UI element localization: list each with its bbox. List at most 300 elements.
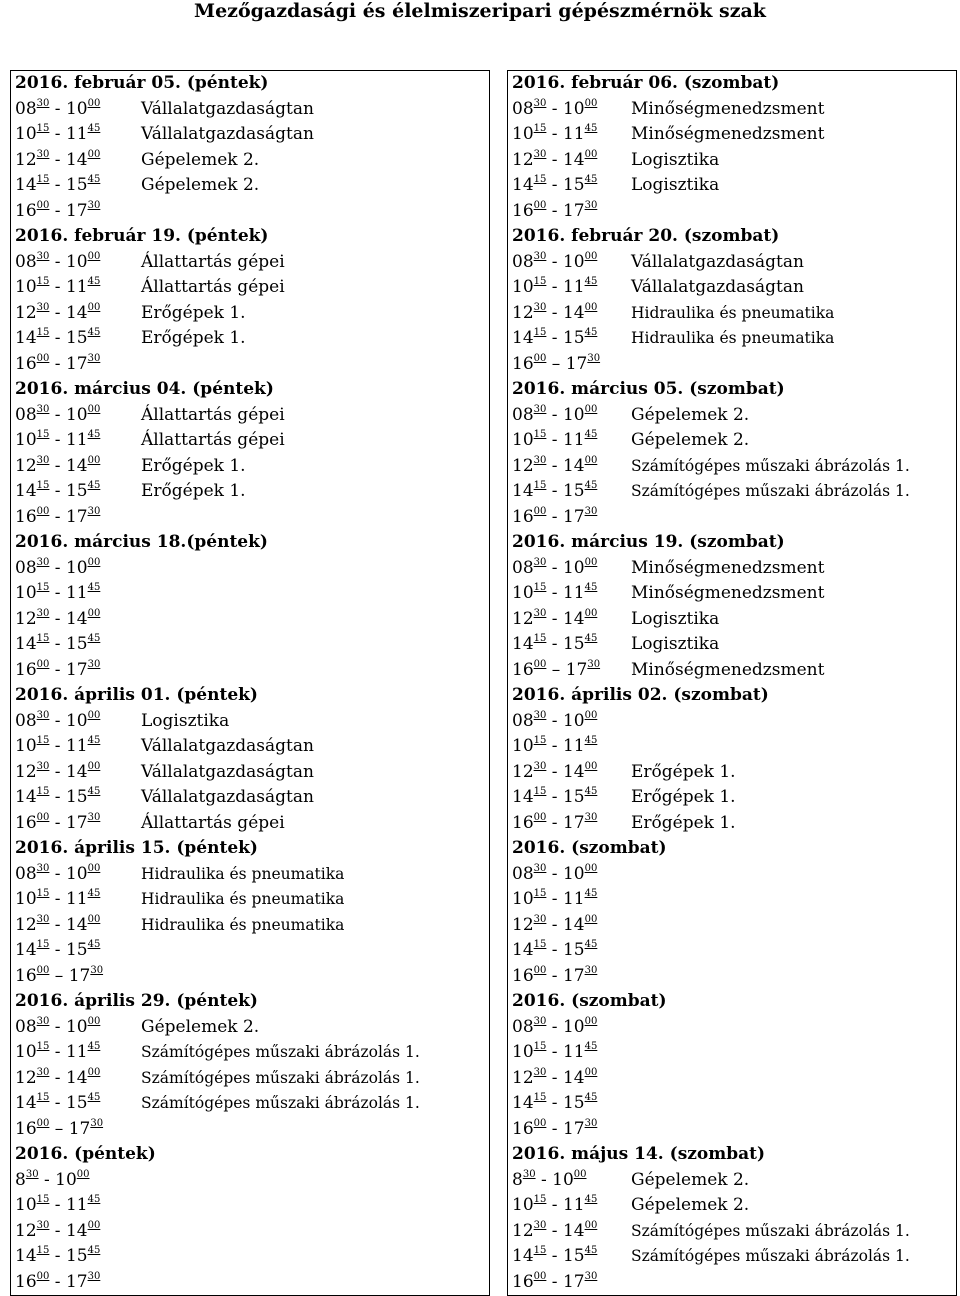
start-hour: 14 — [15, 1246, 37, 1266]
time-separator: - — [49, 583, 66, 603]
time-range — [15, 505, 100, 531]
end-hour: 14 — [562, 914, 585, 935]
start-minute: 30 — [36, 556, 50, 568]
end-hour: 17 — [65, 506, 88, 527]
start-minute: 15 — [533, 888, 547, 899]
end-minute: 30 — [87, 1270, 101, 1282]
time-separator: - — [546, 736, 563, 756]
time-slot-row — [11, 581, 489, 607]
start-hour: 12 — [512, 1067, 534, 1088]
time-range — [15, 734, 100, 760]
start-minute: 00 — [36, 1117, 50, 1129]
time-separator: - — [546, 1016, 563, 1037]
course-subject: Számítógépes műszaki ábrázolás 1. — [141, 1068, 420, 1087]
start-minute: 00 — [533, 352, 547, 364]
time-separator: - — [38, 1169, 56, 1190]
end-hour: 15 — [65, 940, 88, 960]
start-minute: 15 — [36, 582, 50, 593]
time-separator: - — [49, 277, 66, 297]
time-slot-row — [11, 734, 489, 760]
start-minute: 15 — [36, 1194, 50, 1205]
time-separator: - — [546, 1271, 563, 1292]
time-slot-row — [11, 632, 489, 658]
end-minute: 00 — [584, 97, 598, 109]
time-separator: - — [546, 175, 563, 195]
time-separator: - — [546, 506, 563, 527]
course-subject: Állattartás gépei — [141, 812, 285, 833]
time-slot-row — [508, 403, 956, 429]
time-slot-row — [508, 811, 956, 837]
end-hour: 15 — [562, 787, 585, 807]
end-minute: 45 — [584, 327, 598, 338]
end-minute: 00 — [87, 250, 101, 262]
end-hour: 11 — [65, 124, 88, 144]
time-separator: - — [49, 506, 66, 527]
time-range — [15, 1168, 90, 1194]
time-slot-row — [508, 938, 956, 964]
course-subject: Állattartás gépei — [141, 430, 285, 450]
start-minute: 30 — [533, 862, 547, 874]
start-minute: 30 — [533, 1219, 547, 1231]
end-minute: 45 — [87, 1194, 101, 1205]
time-range — [512, 1219, 597, 1245]
time-slot-row — [508, 632, 956, 658]
time-separator: - — [49, 761, 66, 782]
time-separator: - — [49, 455, 66, 476]
start-hour: 10 — [15, 889, 37, 909]
start-hour: 10 — [512, 277, 534, 297]
time-separator: - — [49, 863, 66, 884]
time-slot-row — [508, 556, 956, 582]
course-subject: Minőségmenedzsment — [631, 583, 825, 603]
end-hour: 11 — [562, 1042, 585, 1062]
end-hour: 17 — [562, 812, 585, 833]
start-hour: 10 — [15, 430, 37, 450]
end-minute: 00 — [584, 148, 598, 160]
time-range — [512, 1193, 597, 1219]
time-separator: - — [49, 608, 66, 629]
time-separator: - — [546, 1042, 563, 1062]
time-slot-row — [11, 811, 489, 837]
time-slot-row — [508, 173, 956, 199]
end-minute: 30 — [87, 811, 101, 823]
end-hour: 14 — [65, 455, 88, 476]
start-hour: 12 — [512, 149, 534, 170]
time-separator: - — [49, 200, 66, 221]
start-minute: 15 — [533, 174, 547, 185]
end-minute: 30 — [87, 658, 101, 670]
start-minute: 30 — [36, 862, 50, 874]
time-separator: - — [49, 1093, 66, 1113]
time-slot-row — [11, 938, 489, 964]
start-minute: 15 — [533, 276, 547, 287]
course-subject: Minőségmenedzsment — [631, 124, 825, 144]
end-minute: 00 — [87, 709, 101, 721]
time-range — [512, 1066, 597, 1092]
start-hour: 16 — [15, 353, 37, 374]
time-slot-row — [508, 454, 956, 480]
start-hour: 14 — [512, 787, 534, 807]
end-minute: 45 — [87, 735, 101, 746]
start-hour: 10 — [512, 1042, 534, 1062]
time-separator: - — [546, 1067, 563, 1088]
end-minute: 00 — [584, 709, 598, 721]
start-minute: 15 — [36, 429, 50, 440]
start-minute: 15 — [36, 276, 50, 287]
schedule-column-right — [507, 70, 957, 1296]
end-hour: 14 — [65, 761, 88, 782]
start-minute: 15 — [533, 939, 547, 950]
time-separator: - — [546, 302, 563, 323]
end-minute: 45 — [87, 888, 101, 899]
end-minute: 00 — [584, 607, 598, 619]
time-range — [15, 275, 100, 301]
time-range — [512, 556, 597, 582]
time-separator: - — [49, 1016, 66, 1037]
time-range — [512, 97, 597, 123]
time-slot-row — [508, 887, 956, 913]
time-slot-row — [11, 454, 489, 480]
time-separator: - — [546, 634, 563, 654]
end-minute: 00 — [87, 556, 101, 568]
start-hour: 10 — [15, 124, 37, 144]
start-minute: 30 — [36, 403, 50, 415]
time-slot-row — [508, 326, 956, 352]
time-slot-row — [508, 1117, 956, 1143]
time-slot-row — [508, 1066, 956, 1092]
time-range — [512, 403, 597, 429]
end-minute: 00 — [87, 301, 101, 313]
time-range — [15, 964, 103, 990]
time-separator: - — [49, 430, 66, 450]
time-slot-row — [508, 1244, 956, 1270]
end-minute: 30 — [584, 964, 598, 976]
end-hour: 14 — [65, 302, 88, 323]
start-hour: 8 — [512, 1169, 523, 1190]
time-range — [512, 428, 597, 454]
start-hour: 08 — [15, 863, 37, 884]
time-separator: - — [49, 634, 66, 654]
time-separator: - — [546, 1093, 563, 1113]
start-hour: 16 — [512, 1271, 534, 1292]
course-subject: Logisztika — [631, 608, 720, 629]
time-range — [512, 632, 597, 658]
start-hour: 12 — [15, 1220, 37, 1241]
end-minute: 30 — [87, 352, 101, 364]
start-hour: 08 — [512, 251, 534, 272]
time-slot-row — [11, 607, 489, 633]
time-range — [512, 1117, 597, 1143]
time-range — [512, 862, 597, 888]
time-slot-row — [11, 709, 489, 735]
start-hour: 14 — [512, 940, 534, 960]
start-hour: 10 — [512, 889, 534, 909]
end-minute: 00 — [584, 250, 598, 262]
start-minute: 15 — [36, 786, 50, 797]
start-minute: 00 — [36, 964, 50, 976]
course-subject: Gépelemek 2. — [141, 1016, 260, 1037]
start-minute: 30 — [36, 148, 50, 160]
end-minute: 45 — [584, 582, 598, 593]
time-range — [15, 403, 100, 429]
time-separator: - — [546, 965, 563, 986]
end-hour: 17 — [562, 1271, 585, 1292]
end-minute: 45 — [584, 429, 598, 440]
course-subject: Hidraulika és pneumatika — [631, 329, 835, 347]
time-range — [15, 607, 100, 633]
course-subject: Hidraulika és pneumatika — [141, 864, 345, 883]
time-range — [512, 964, 597, 990]
time-separator: - — [49, 1195, 66, 1215]
time-separator: - — [49, 124, 66, 144]
time-separator: - — [546, 608, 563, 629]
end-hour: 10 — [65, 251, 88, 272]
time-range — [512, 1168, 587, 1194]
time-slot-row — [11, 1168, 489, 1194]
day-date: 2016. április 01. (péntek) — [15, 685, 258, 705]
time-separator: - — [546, 430, 563, 450]
start-minute: 00 — [533, 811, 547, 823]
end-hour: 14 — [562, 455, 585, 476]
end-minute: 00 — [584, 913, 598, 925]
start-hour: 12 — [15, 302, 37, 323]
end-minute: 00 — [584, 454, 598, 466]
time-slot-row — [11, 1244, 489, 1270]
end-hour: 17 — [65, 812, 88, 833]
time-range — [512, 1040, 597, 1066]
end-hour: 17 — [65, 1271, 88, 1292]
end-hour: 15 — [562, 1246, 585, 1266]
course-subject: Számítógépes műszaki ábrázolás 1. — [631, 456, 910, 475]
start-hour: 14 — [15, 481, 37, 501]
time-slot-row — [11, 1219, 489, 1245]
time-separator: - — [49, 1271, 66, 1292]
end-hour: 11 — [65, 736, 88, 756]
time-separator: - — [546, 149, 563, 170]
start-hour: 14 — [512, 328, 534, 348]
time-separator: - — [49, 328, 66, 348]
end-minute: 45 — [87, 429, 101, 440]
start-minute: 15 — [36, 174, 50, 185]
start-minute: 30 — [36, 709, 50, 721]
course-subject: Állattartás gépei — [141, 404, 285, 425]
time-separator: - — [49, 787, 66, 807]
time-range — [15, 556, 100, 582]
time-separator: - — [546, 455, 563, 476]
time-separator: - — [49, 940, 66, 960]
end-minute: 00 — [87, 862, 101, 874]
start-minute: 30 — [533, 454, 547, 466]
end-minute: 45 — [87, 123, 101, 134]
start-hour: 12 — [512, 761, 534, 782]
start-hour: 10 — [15, 583, 37, 603]
start-hour: 08 — [512, 557, 534, 578]
start-minute: 15 — [36, 939, 50, 950]
time-separator: - — [49, 149, 66, 170]
time-range — [15, 301, 100, 327]
end-hour: 14 — [65, 149, 88, 170]
end-minute: 00 — [87, 403, 101, 415]
time-range — [512, 148, 597, 174]
end-hour: 10 — [55, 1169, 77, 1190]
start-minute: 15 — [533, 1092, 547, 1103]
start-hour: 16 — [15, 1271, 37, 1292]
start-hour: 10 — [15, 277, 37, 297]
time-separator: - — [49, 1220, 66, 1241]
course-subject: Számítógépes műszaki ábrázolás 1. — [631, 1221, 910, 1240]
end-minute: 00 — [584, 760, 598, 772]
end-minute: 45 — [584, 480, 598, 491]
start-minute: 15 — [533, 123, 547, 134]
start-minute: 30 — [533, 250, 547, 262]
time-separator: - — [546, 710, 563, 731]
end-minute: 45 — [584, 735, 598, 746]
time-range — [512, 275, 597, 301]
end-minute: 45 — [584, 174, 598, 185]
start-minute: 15 — [36, 1092, 50, 1103]
time-separator: - — [49, 1246, 66, 1266]
start-minute: 30 — [36, 913, 50, 925]
time-slot-row — [11, 505, 489, 531]
end-hour: 10 — [562, 98, 585, 119]
time-separator: - — [546, 98, 563, 119]
end-minute: 30 — [584, 811, 598, 823]
end-minute: 00 — [573, 1168, 587, 1180]
end-hour: 15 — [65, 787, 88, 807]
time-range — [15, 97, 100, 123]
start-minute: 00 — [533, 964, 547, 976]
start-minute: 30 — [533, 760, 547, 772]
start-hour: 16 — [512, 965, 534, 986]
time-range — [15, 199, 100, 225]
end-minute: 00 — [584, 403, 598, 415]
end-minute: 45 — [584, 276, 598, 287]
time-range — [15, 1091, 100, 1117]
start-minute: 15 — [533, 1245, 547, 1256]
start-minute: 15 — [36, 1245, 50, 1256]
course-subject: Vállalatgazdaságtan — [631, 277, 804, 297]
end-hour: 17 — [562, 506, 585, 527]
course-subject: Számítógépes műszaki ábrázolás 1. — [141, 1043, 420, 1061]
time-range — [512, 1015, 597, 1041]
time-slot-row — [508, 1270, 956, 1296]
time-range — [512, 122, 597, 148]
time-slot-row — [508, 275, 956, 301]
end-minute: 30 — [90, 1117, 104, 1129]
course-subject: Számítógépes műszaki ábrázolás 1. — [141, 1094, 420, 1112]
time-separator: - — [546, 481, 563, 501]
time-range — [15, 632, 100, 658]
start-hour: 14 — [15, 328, 37, 348]
start-hour: 14 — [512, 634, 534, 654]
course-subject: Hidraulika és pneumatika — [141, 915, 345, 934]
time-range — [15, 326, 100, 352]
time-separator: - — [546, 124, 563, 144]
end-minute: 30 — [587, 658, 601, 670]
day-date: 2016. (szombat) — [512, 838, 667, 858]
time-slot-row — [508, 709, 956, 735]
course-subject: Minőségmenedzsment — [631, 659, 825, 680]
course-subject: Hidraulika és pneumatika — [631, 303, 835, 322]
start-hour: 10 — [512, 124, 534, 144]
end-hour: 10 — [562, 1016, 585, 1037]
schedule-column-left — [10, 70, 490, 1296]
course-subject: Erőgépek 1. — [631, 812, 736, 833]
end-minute: 00 — [584, 556, 598, 568]
time-range — [15, 913, 100, 939]
time-range — [15, 938, 100, 964]
end-hour: 14 — [65, 1220, 88, 1241]
time-separator: - — [49, 98, 66, 119]
time-range — [512, 938, 597, 964]
start-hour: 08 — [15, 557, 37, 578]
time-range — [512, 607, 597, 633]
start-minute: 00 — [36, 352, 50, 364]
start-minute: 15 — [36, 1041, 50, 1052]
start-minute: 15 — [533, 1194, 547, 1205]
time-range — [15, 1040, 100, 1066]
start-hour: 10 — [512, 736, 534, 756]
time-slot-row — [11, 1117, 489, 1143]
course-subject: Logisztika — [141, 710, 230, 731]
end-minute: 45 — [87, 939, 101, 950]
start-hour: 08 — [512, 863, 534, 884]
end-hour: 17 — [68, 1118, 91, 1139]
time-separator: - — [49, 812, 66, 833]
time-separator: - — [546, 557, 563, 578]
end-hour: 11 — [562, 889, 585, 909]
time-slot-row — [11, 403, 489, 429]
time-separator: - — [546, 940, 563, 960]
time-separator: - — [546, 863, 563, 884]
time-range — [15, 250, 100, 276]
start-minute: 15 — [36, 735, 50, 746]
end-minute: 00 — [584, 1219, 598, 1231]
course-subject: Gépelemek 2. — [631, 1169, 750, 1190]
time-slot-row — [11, 122, 489, 148]
start-hour: 08 — [512, 710, 534, 731]
end-minute: 45 — [87, 174, 101, 185]
course-subject: Logisztika — [631, 149, 720, 170]
time-slot-row — [11, 1015, 489, 1041]
time-slot-row — [11, 352, 489, 378]
end-minute: 00 — [87, 97, 101, 109]
time-slot-row — [508, 250, 956, 276]
end-minute: 45 — [584, 1245, 598, 1256]
start-hour: 16 — [15, 1118, 37, 1139]
time-slot-row — [508, 1015, 956, 1041]
end-hour: 14 — [562, 149, 585, 170]
time-separator: - — [546, 328, 563, 348]
course-subject: Vállalatgazdaságtan — [141, 736, 314, 756]
start-hour: 08 — [15, 1016, 37, 1037]
end-hour: 10 — [65, 710, 88, 731]
course-subject: Erőgépek 1. — [141, 328, 246, 348]
start-minute: 30 — [36, 1066, 50, 1078]
time-slot-row — [508, 122, 956, 148]
start-minute: 00 — [533, 1270, 547, 1282]
end-hour: 14 — [562, 608, 585, 629]
start-hour: 16 — [512, 353, 534, 374]
end-minute: 45 — [87, 480, 101, 491]
time-slot-row — [11, 326, 489, 352]
course-subject: Állattartás gépei — [141, 251, 285, 272]
time-slot-row — [11, 479, 489, 505]
time-range — [512, 734, 597, 760]
time-range — [15, 1015, 100, 1041]
end-minute: 00 — [584, 1015, 598, 1027]
day-date: 2016. február 19. (péntek) — [15, 226, 269, 246]
